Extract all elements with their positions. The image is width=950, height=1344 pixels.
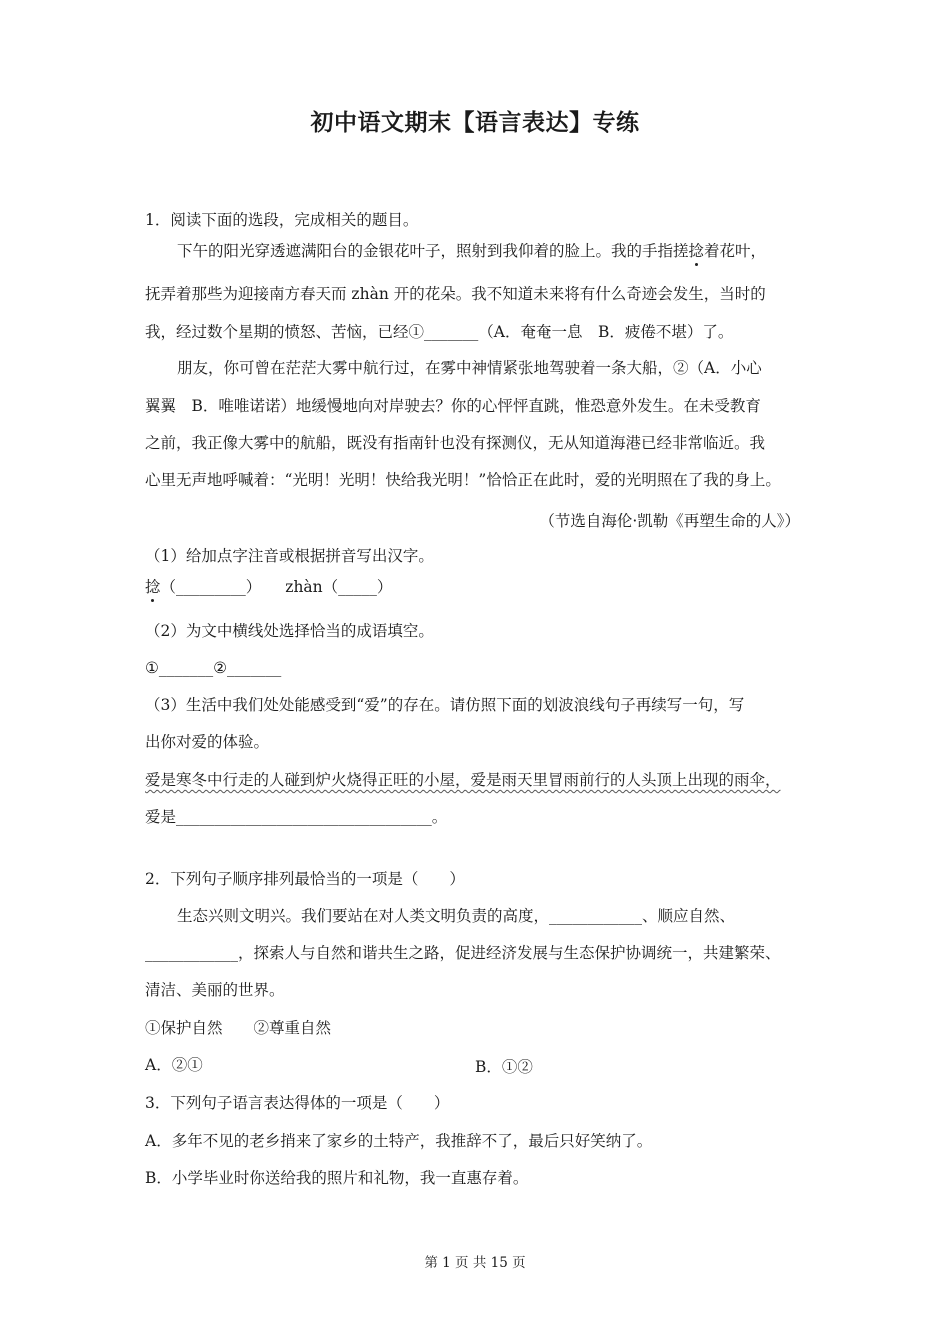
q1-sub1-prompt: （1）给加点字注音或根据拼音写出汉字。 [145,547,434,565]
wavy-underlined-sentence [145,770,781,790]
q1-stem: 1．阅读下面的选段，完成相关的题目。 [145,211,419,229]
page-title: 初中语文期末【语言表达】专练 [310,110,640,136]
q2-passage-line1: 生态兴则文明兴。我们要站在对人类文明负责的高度，____________、顺应自然、 [177,907,736,925]
q1-p1-line1-after: 着花叶， [704,242,767,260]
q2-items: ①保护自然 ②尊重自然 [145,1019,332,1037]
q2-option-b: B．①② [475,1058,533,1076]
dotted-character: 捻 [688,242,705,260]
passage-source: （节选自海伦·凯勒《再塑生命的人》） [539,512,800,530]
answer-blank-1: （_________） [160,578,262,596]
q1-sub2-prompt: （2）为文中横线处选择恰当的成语填空。 [145,622,434,640]
q3-option-a: A．多年不见的老乡捎来了家乡的土特产，我推辞不了，最后只好笑纳了。 [145,1132,653,1150]
q1-sub3-prompt-line1: （3）生活中我们处处能感受到“爱”的存在。请仿照下面的划波浪线句子再续写一句，写 [145,696,745,714]
q1-sub1-answer-line [145,577,392,597]
q1-passage-p2-line1: 朋友，你可曾在茫茫大雾中航行过，在雾中神情紧张地驾驶着一条大船，②（A．小心 [177,359,762,377]
q1-sub3-prompt-line2: 出你对爱的体验。 [145,733,270,751]
page-footer: 第 1 页 共 15 页 [424,1255,526,1271]
q3-stem: 3．下列句子语言表达得体的一项是（ ） [145,1094,450,1112]
q1-passage-p1-line2: 抚弄着那些为迎接南方春天而 zhàn 开的花朵。我不知道未来将有什么奇迹会发生，当时的 [145,285,766,303]
q1-passage-p1-line1 [177,241,766,261]
q2-option-a: A．②① [145,1056,203,1074]
q1-p1-line1-before: 下午的阳光穿透遮满阳台的金银花叶子，照射到我仰着的脸上。我的手指搓 [177,242,689,260]
answer-blank-2: （_____） [322,578,393,596]
q2-passage-line2: ____________，探索人与自然和谐共生之路，促进经济发展与生态保护协调统一，共建繁荣、 [145,944,781,962]
q2-passage-line3: 清洁、美丽的世界。 [145,981,285,999]
q1-passage-p2-line4: 心里无声地呼喊着：“光明！光明！快给我光明！”恰恰正在此时，爱的光明照在了我的身上。 [145,471,781,489]
q1-passage-p2-line2: 翼翼 B．唯唯诺诺）地缓慢地向对岸驶去？你的心怦怦直跳，惟恐意外发生。在未受教育 [145,397,761,415]
q2-stem: 2．下列句子顺序排列最恰当的一项是（ ） [145,870,465,888]
dotted-character: 捻 [145,578,161,596]
q3-option-b: B．小学毕业时你送给我的照片和礼物，我一直惠存着。 [145,1169,529,1187]
pinyin-label: zhàn [285,578,323,596]
q1-sub3-answer-line: 爱是_________________________________。 [145,808,448,826]
wavy-sentence-text: 爱是寒冬中行走的人碰到炉火烧得正旺的小屋，爱是雨天里冒雨前行的人头顶上出现的雨伞， [145,771,781,789]
q1-sub2-answer-line: ①_______②_______ [145,659,282,677]
q1-passage-p1-line3: 我，经过数个星期的愤怒、苦恼，已经①_______（A．奄奄一息 B．疲倦不堪）了。 [145,323,734,341]
q1-passage-p2-line3: 之前，我正像大雾中的航船，既没有指南针也没有探测仪，无从知道海港已经非常临近。我 [145,434,766,452]
